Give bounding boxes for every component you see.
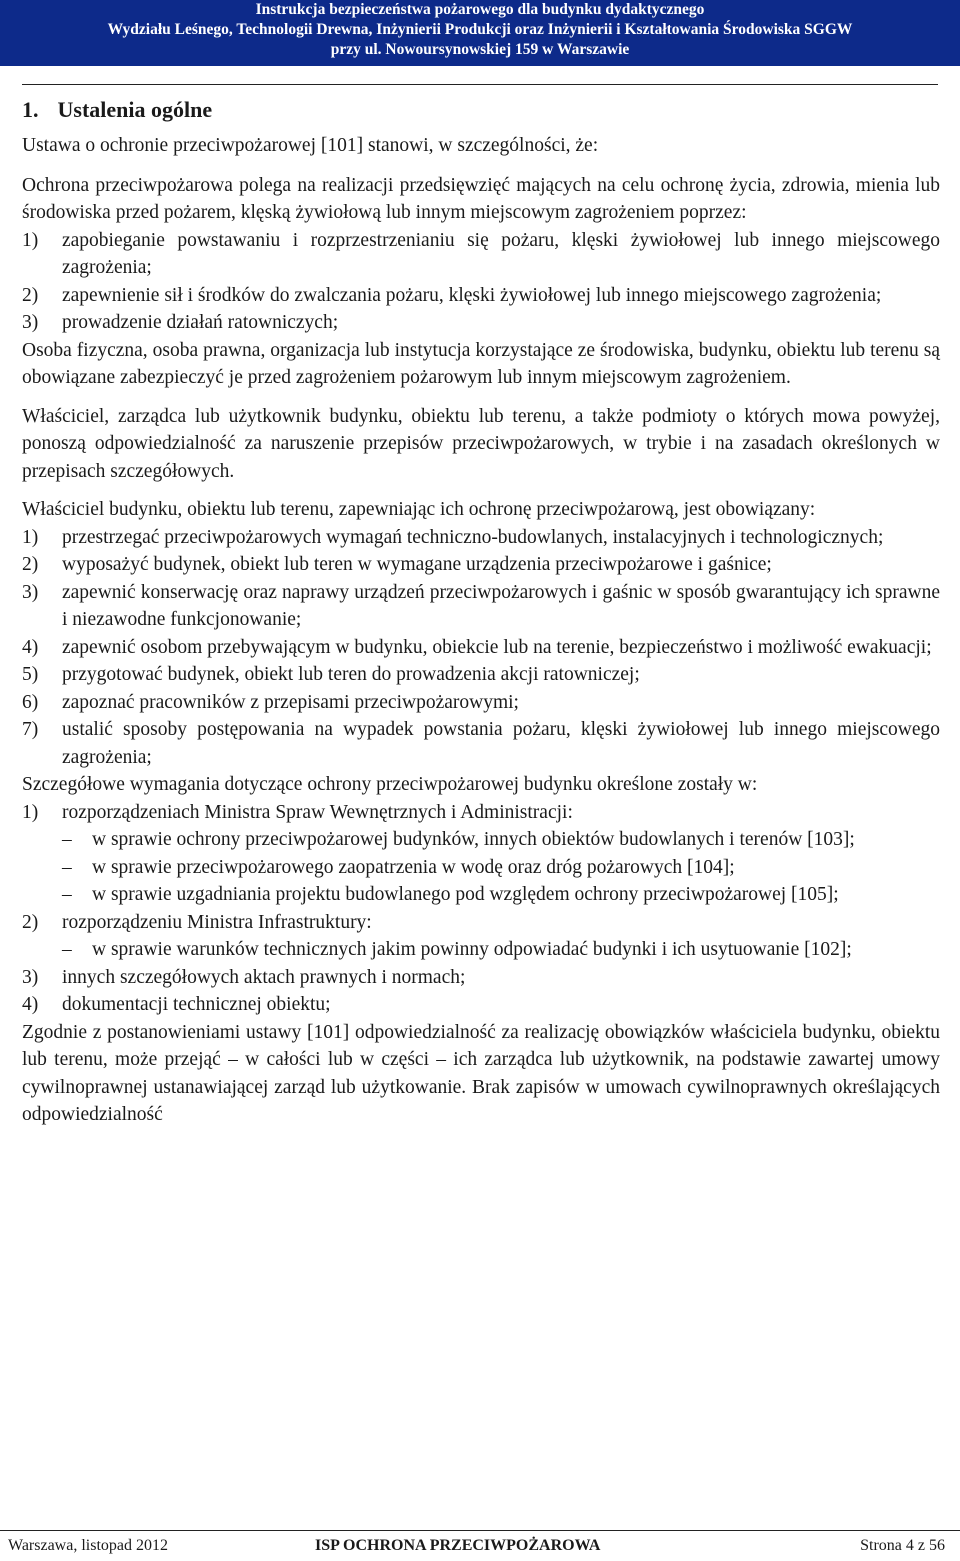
obligations-list (22, 524, 940, 772)
dash-list (22, 826, 940, 909)
sublist-container (22, 936, 940, 964)
list-item: 1) rozporządzeniach Ministra Spraw Wewnętrznych i Administracji: (22, 801, 573, 823)
dash-item: – w sprawie przeciwpożarowego zaopatrzenia w wodę oraz dróg pożarowych [104]; (62, 856, 735, 878)
paragraph-szczegolowe: Szczegółowe wymagania dotyczące ochrony przeciwpożarowej budynku określone zostały w: (22, 774, 758, 795)
section-title: Ustalenia ogólne (57, 97, 213, 122)
list-item: 1) przestrzegać przeciwpożarowych wymagań techniczno-budowlanych, instalacyjnych i technologicznych; (22, 526, 884, 548)
section-number: 1. (22, 97, 39, 122)
list-item: 2) zapewnienie sił i środków do zwalczania pożaru, klęski żywiołowej lub innego miejscowego zagrożenia; (22, 284, 882, 306)
footer-title: ISP OCHRONA PRZECIWPOŻAROWA (315, 1537, 601, 1554)
regulations-list (22, 799, 940, 1019)
list-item: 6) zapoznać pracowników z przepisami przeciwpożarowymi; (22, 691, 519, 713)
paragraph-wlasciciel-1: Właściciel, zarządca lub użytkownik budynku, obiektu lub terenu, a także podmioty o których mowa powyżej, ponoszą odpowiedzialność za naruszenie przepisów przeciwpożarowych, w trybie i na zasadach określonych w przepisach szczegółowych. (22, 405, 940, 482)
list-item: 5) przygotować budynek, obiekt lub teren do prowadzenia akcji ratowniczej; (22, 664, 640, 685)
list-item: 2) rozporządzeniu Ministra Infrastruktury: (22, 911, 372, 933)
section-heading (22, 96, 940, 132)
header-line-2: Wydziału Leśnego, Technologii Drewna, Inżynierii Produkcji oraz Inżynierii i Kształtowania Środowiska SGGW (107, 21, 853, 38)
dash-item: – w sprawie warunków technicznych jakim powinny odpowiadać budynki i ich usytuowanie [102]; (62, 939, 852, 960)
dash-list (22, 936, 940, 964)
paragraph-osoba: Osoba fizyczna, osoba prawna, organizacja lub instytucja korzystające ze środowiska, budynku, obiektu lub terenu są obowiązane zabezpieczyć je przed zagrożeniem pożarowym lub innym miejscowym zagrożeniem. (22, 339, 940, 388)
paragraph-definition: Ochrona przeciwpożarowa polega na realizacji przedsięwzięć mających na celu ochronę życia, zdrowia, mienia lub środowiska przed pożarem, klęską żywiołową lub innym miejscowym zagrożeniem poprzez: (22, 174, 940, 223)
list-item: 1) zapobieganie powstawaniu i rozprzestrzenianiu się pożaru, klęski żywiołowej lub innego miejscowego zagrożenia; (22, 229, 940, 278)
list-item: 4) zapewnić osobom przebywającym w budynku, obiekcie lub na terenie, bezpieczeństwo i możliwość ewakuacji; (22, 636, 932, 658)
definition-list (22, 227, 940, 337)
document-body (22, 96, 940, 1129)
footer-divider (0, 1530, 960, 1531)
sublist-container (22, 826, 940, 909)
dash-item: – w sprawie uzgadniania projektu budowlanego pod względem ochrony przeciwpożarowej [105]; (62, 884, 839, 905)
list-item: 3) innych szczegółowych aktach prawnych i normach; (22, 966, 466, 988)
paragraph-intro: Ustawa o ochronie przeciwpożarowej [101] stanowi, w szczególności, że: (22, 135, 599, 156)
header-line-1: Instrukcja bezpieczeństwa pożarowego dla budynku dydaktycznego (255, 1, 705, 18)
list-item: 3) zapewnić konserwację oraz naprawy urządzeń przeciwpożarowych i gaśnic w sposób gwarantujący ich sprawne i niezawodne funkcjonowanie; (22, 581, 940, 630)
dash-item: – w sprawie ochrony przeciwpożarowej budynków, innych obiektów budowlanych i terenów [103]; (62, 829, 855, 850)
list-item: 2) wyposażyć budynek, obiekt lub teren w wymagane urządzenia przeciwpożarowe i gaśnice; (22, 554, 772, 575)
footer-place-date: Warszawa, listopad 2012 (8, 1537, 168, 1554)
document-header (0, 0, 960, 66)
paragraph-wlasciciel-2: Właściciel budynku, obiektu lub terenu, zapewniając ich ochronę przeciwpożarową, jest obowiązany: (22, 499, 816, 520)
paragraph-zgodnie: Zgodnie z postanowieniami ustawy [101] odpowiedzialność za realizację obowiązków właściciela budynku, obiektu lub terenu, może przejąć – w całości lub w części – ich zarządca lub użytkownik, na podstawie zawartej umowy cywilnoprawnej ustanawiającej zarząd lub użytkowanie. Brak zapisów w umowach cywilnoprawnych określających odpowiedzialność (22, 1021, 940, 1125)
header-divider (22, 84, 938, 85)
header-line-3: przy ul. Nowoursynowskiej 159 w Warszawie (330, 41, 630, 58)
list-item: 7) ustalić sposoby postępowania na wypadek powstania pożaru, klęski żywiołowej lub innego miejscowego zagrożenia; (22, 719, 940, 768)
footer-page-number: Strona 4 z 56 (860, 1537, 945, 1554)
list-item: 3) prowadzenie działań ratowniczych; (22, 312, 339, 333)
list-item: 4) dokumentacji technicznej obiektu; (22, 994, 331, 1015)
